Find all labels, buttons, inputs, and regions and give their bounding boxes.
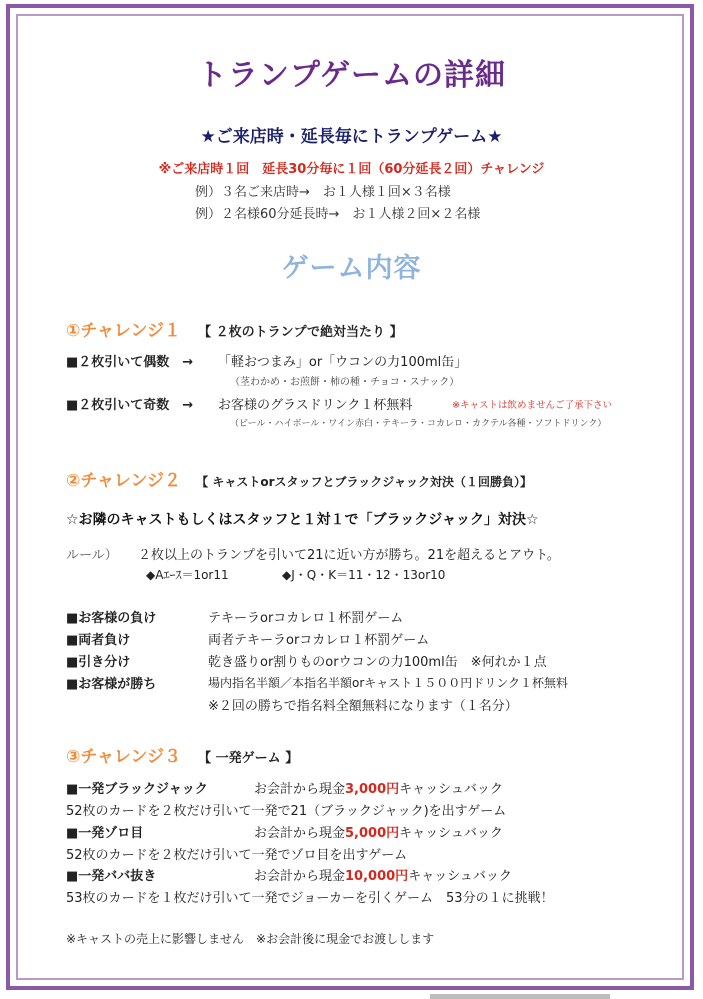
- challenge1-title: ①チャレンジ１: [66, 321, 182, 341]
- oneshot-blackjack-reward: [254, 778, 503, 797]
- oneshot-oldmaid-desc: 53枚のカードを１枚だけ引いて一発でジョーカーを引くゲーム 53分の１に挑戦！: [66, 891, 554, 906]
- reward-prefix: お会計から現金: [254, 869, 346, 884]
- footer-note: ※キャストの売上に影響しません ※お会計後に現金でお渡しします: [66, 932, 435, 946]
- bottom-divider: [430, 994, 610, 999]
- challenge3-title: ③チャレンジ３: [66, 747, 182, 767]
- challenge1-heading: [66, 316, 403, 341]
- reward-amount: 10,000円: [345, 869, 409, 884]
- page-title: トランプゲームの詳細: [196, 58, 507, 93]
- challenge1-even-value: 「軽おつまみ」or「ウコンの力100ml缶」: [218, 355, 468, 370]
- oneshot-blackjack-label: ■一発ブラックジャック: [66, 782, 208, 797]
- reward-suffix: キャッシュバック: [399, 782, 503, 797]
- result-value-draw: 乾き盛りor割りものorウコンの力100ml缶 ※何れか１点: [208, 655, 547, 670]
- challenge1-odd-value: お客様のグラスドリンク１杯無料: [218, 398, 413, 413]
- oneshot-doubles-label: ■一発ゾロ目: [66, 826, 144, 841]
- reward-prefix: お会計から現金: [254, 826, 346, 841]
- challenge1-bracket: 【 ２枚のトランプで絶対当たり 】: [198, 325, 403, 340]
- reward-amount: 5,000円: [345, 826, 400, 841]
- win-bonus-note: ※２回の勝ちで指名料全額無料になります（１名分）: [208, 699, 518, 714]
- challenge1-cast-warning: ※キャストは飲めませんご了承下さい: [452, 400, 612, 411]
- rule-label: ルール）: [66, 548, 118, 563]
- challenge2-title: ②チャレンジ２: [66, 471, 182, 491]
- challenge1-even-label: ■２枚引いて偶数 →: [66, 355, 194, 370]
- subtitle: ★ご来店時・延長毎にトランプゲーム★: [200, 127, 503, 147]
- challenge2-headline: ☆お隣のキャストもしくはスタッフと１対１で「ブラックジャック」対決☆: [66, 512, 539, 528]
- challenge2-bracket: 【 キャストorスタッフとブラックジャック対決（１回勝負）】: [196, 475, 533, 489]
- result-label-draw: ■引き分け: [66, 655, 131, 670]
- challenge3-heading: [66, 742, 298, 767]
- challenge2-heading: [66, 466, 532, 491]
- oneshot-oldmaid-label: ■一発ババ抜き: [66, 869, 157, 884]
- reward-suffix: キャッシュバック: [399, 826, 503, 841]
- result-label-lose: ■お客様の負け: [66, 611, 157, 626]
- game-content-heading: ゲーム内容: [281, 253, 422, 284]
- challenge1-even-sub: （茎わかめ・お煎餅・柿の種・チョコ・スナック）: [230, 377, 460, 388]
- oneshot-doubles-desc: 52枚のカードを２枚だけ引いて一発でゾロ目を出すゲーム: [66, 848, 408, 863]
- challenge1-odd-label: ■２枚引いて奇数 →: [66, 398, 194, 413]
- challenge1-odd-sub: （ビール・ハイボール・ワイン赤白・テキーラ・コカレロ・カクテル各種・ソフトドリンク）: [230, 419, 607, 429]
- reward-prefix: お会計から現金: [254, 782, 346, 797]
- oneshot-blackjack-desc: 52枚のカードを２枚だけ引いて一発で21（ブラックジャック)を出すゲーム: [66, 804, 507, 819]
- example-line-1: 例）３名ご来店時→ お１人様１回×３名様: [195, 185, 451, 200]
- rule-text: ２枚以上のトランプを引いて21に近い方が勝ち。21を超えるとアウト。: [138, 548, 560, 563]
- result-value-win: 場内指名半額／本指名半額orキャスト１５００円ドリンク１杯無料: [208, 676, 569, 690]
- oneshot-oldmaid-reward: [254, 865, 512, 884]
- face-card-rule: ◆J・Q・K＝11・12・13or10: [282, 568, 446, 582]
- example-line-2: 例）２名様60分延長時→ お１人様２回×２名様: [195, 207, 481, 222]
- ace-rule: ◆Aｴｰｽ＝1or11: [146, 568, 229, 582]
- result-value-lose: テキーラorコカレロ１杯罰ゲーム: [208, 611, 404, 626]
- reward-amount: 3,000円: [345, 782, 400, 797]
- challenge3-bracket: 【 一発ゲーム 】: [198, 751, 299, 766]
- challenge-frequency-note: ※ご来店時１回 延長30分毎に１回（60分延長２回）チャレンジ: [158, 162, 545, 177]
- result-label-both-lose: ■両者負け: [66, 633, 131, 648]
- oneshot-doubles-reward: [254, 822, 503, 841]
- reward-suffix: キャッシュバック: [408, 869, 512, 884]
- result-value-both-lose: 両者テキーラorコカレロ１杯罰ゲーム: [208, 633, 430, 648]
- result-label-win: ■お客様が勝ち: [66, 677, 157, 692]
